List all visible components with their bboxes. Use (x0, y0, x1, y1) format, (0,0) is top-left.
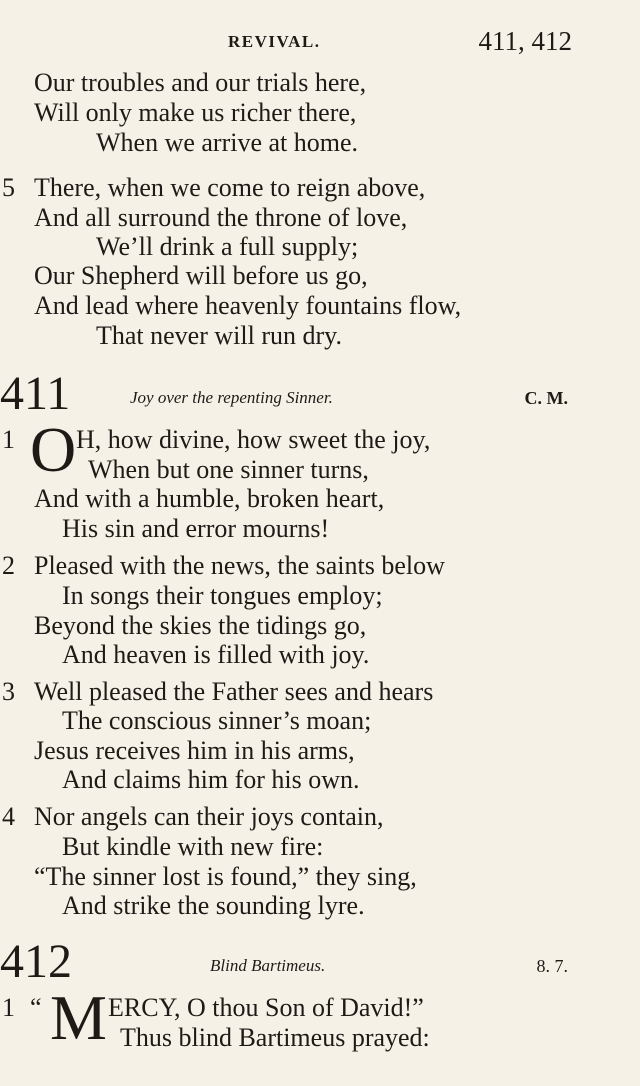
verse-line: And claims him for his own. (62, 765, 360, 794)
verse-line: And lead where heavenly fountains flow, (34, 291, 462, 320)
hymn-number: 411 (0, 367, 71, 420)
stanza-number: 1 (2, 425, 15, 454)
drop-capital: O (30, 414, 77, 485)
verse-line: His sin and error mourns! (62, 514, 330, 543)
running-head (0, 26, 640, 56)
verse-line: And strike the sounding lyre. (62, 891, 365, 920)
verse-line: But kindle with new fire: (62, 832, 324, 861)
stanza-number: 4 (2, 802, 15, 831)
verse-line: And all surround the throne of love, (34, 203, 408, 232)
stanza-number: 3 (2, 677, 15, 706)
hymn-subject: Blind Bartimeus. (210, 956, 326, 975)
verse-line: “The sinner lost is found,” they sing, (34, 862, 417, 891)
verse-line: Pleased with the news, the saints below (34, 551, 445, 580)
drop-capital: M (50, 982, 107, 1053)
verse-line: In songs their tongues employ; (62, 581, 383, 610)
hymn-subject: Joy over the repenting Sinner. (130, 388, 333, 407)
hymn-header (0, 936, 640, 988)
verse-line: Will only make us richer there, (34, 98, 357, 127)
page-hymn-numbers: 411, 412 (478, 26, 572, 56)
verse-line: Our troubles and our trials here, (34, 68, 367, 97)
verse-line: Beyond the skies the tidings go, (34, 611, 367, 640)
verse-line: That never will run dry. (96, 321, 342, 350)
opening-quote: “ (30, 993, 42, 1022)
verse-line: Jesus receives him in his arms, (34, 736, 355, 765)
hymn-number: 412 (0, 935, 72, 988)
verse-line: Thus blind Bartimeus prayed: (120, 1023, 430, 1052)
hymn-meter: 8. 7. (536, 956, 568, 976)
verse-line: And with a humble, broken heart, (34, 484, 385, 513)
hymn-header (0, 368, 640, 420)
verse-line: Nor angels can their joys contain, (34, 802, 384, 831)
verse-line: Our Shepherd will before us go, (34, 261, 368, 290)
verse-line: There, when we come to reign above, (34, 173, 426, 202)
section-title: REVIVAL. (228, 32, 321, 51)
verse-line: And heaven is filled with joy. (62, 640, 370, 669)
verse-line: When but one sinner turns, (88, 455, 369, 484)
stanza-number: 2 (2, 551, 15, 580)
hymn-meter: C. M. (524, 388, 568, 408)
verse-line: We’ll drink a full supply; (96, 232, 359, 261)
verse-line: Well pleased the Father sees and hears (34, 677, 434, 706)
stanza-number: 1 (2, 993, 15, 1022)
verse-line: The conscious sinner’s moan; (62, 706, 372, 735)
verse-line: H, how divine, how sweet the joy, (76, 425, 431, 454)
verse-line: When we arrive at home. (96, 128, 359, 157)
stanza-number: 5 (2, 173, 15, 202)
verse-line: ERCY, O thou Son of David!” (108, 993, 424, 1022)
